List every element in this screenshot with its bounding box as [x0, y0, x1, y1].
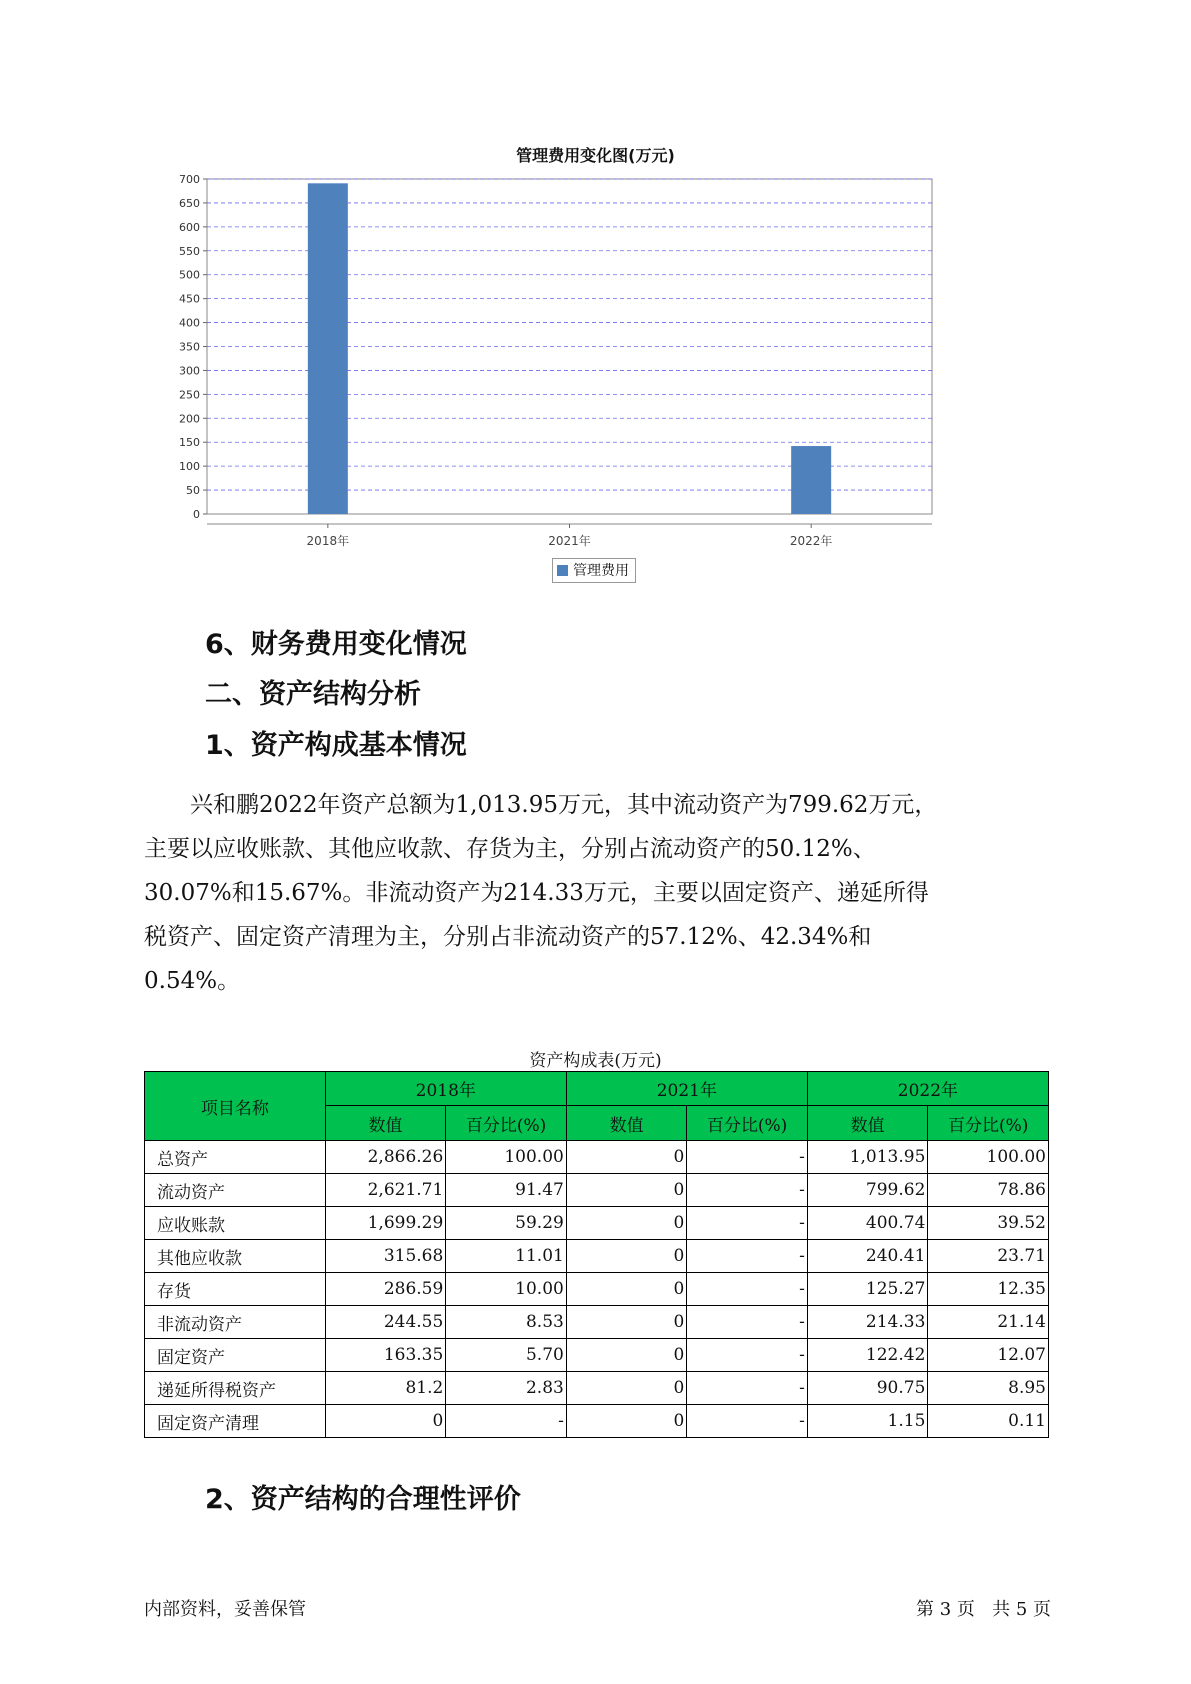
bar-2022年 — [791, 446, 831, 514]
row-label: 流动资产 — [145, 1174, 326, 1207]
table-cell: 125.27 — [807, 1273, 928, 1306]
header-year-2021: 2021年 — [566, 1072, 807, 1106]
table-cell: 214.33 — [807, 1306, 928, 1339]
table-cell: - — [687, 1174, 808, 1207]
table-cell: - — [446, 1405, 567, 1438]
table-row — [145, 1240, 1049, 1273]
header-value: 数值 — [807, 1106, 928, 1141]
table-cell: 78.86 — [928, 1174, 1049, 1207]
table-cell: 286.59 — [325, 1273, 446, 1306]
table-cell: 23.71 — [928, 1240, 1049, 1273]
table-cell: - — [687, 1141, 808, 1174]
table-title: 资产构成表(万元) — [529, 1051, 662, 1071]
row-label: 其他应收款 — [145, 1240, 326, 1273]
header-item-name: 项目名称 — [145, 1072, 326, 1141]
table-cell: 1.15 — [807, 1405, 928, 1438]
header-percent: 百分比(%) — [928, 1106, 1049, 1141]
table-cell: - — [687, 1339, 808, 1372]
x-tick-label: 2021年 — [548, 534, 591, 548]
table-body — [145, 1141, 1049, 1438]
row-label: 递延所得税资产 — [145, 1372, 326, 1405]
table-row — [145, 1207, 1049, 1240]
y-tick-label: 500 — [179, 268, 200, 282]
table-cell: 0 — [566, 1306, 687, 1339]
row-label: 应收账款 — [145, 1207, 326, 1240]
table-cell: 163.35 — [325, 1339, 446, 1372]
table-cell: 315.68 — [325, 1240, 446, 1273]
table-row — [145, 1405, 1049, 1438]
table-cell: 10.00 — [446, 1273, 567, 1306]
paragraph-line: 兴和鹏2022年资产总额为1,013.95万元，其中流动资产为799.62万元， — [190, 792, 938, 818]
table-row — [145, 1141, 1049, 1174]
y-tick-label: 300 — [179, 364, 200, 378]
table-row — [145, 1372, 1049, 1405]
table-cell: 799.62 — [807, 1174, 928, 1207]
row-label: 非流动资产 — [145, 1306, 326, 1339]
table-cell: 21.14 — [928, 1306, 1049, 1339]
y-tick-label: 550 — [179, 244, 200, 258]
table-cell: 244.55 — [325, 1306, 446, 1339]
header-percent: 百分比(%) — [446, 1106, 567, 1141]
section-heading-structure-evaluation: 2、资产结构的合理性评价 — [205, 1484, 521, 1515]
bar-chart — [160, 172, 960, 552]
table-cell: 12.07 — [928, 1339, 1049, 1372]
table-cell: 1,013.95 — [807, 1141, 928, 1174]
row-label: 固定资产 — [145, 1339, 326, 1372]
paragraph-line: 30.07%和15.67%。非流动资产为214.33万元，主要以固定资产、递延所得 — [144, 880, 929, 906]
table-cell: 122.42 — [807, 1339, 928, 1372]
header-year-2018: 2018年 — [325, 1072, 566, 1106]
asset-composition-table — [144, 1071, 1049, 1438]
table-row — [145, 1273, 1049, 1306]
table-cell: 0 — [566, 1207, 687, 1240]
section-heading-asset-structure: 二、资产结构分析 — [205, 679, 421, 710]
table-cell: - — [687, 1405, 808, 1438]
table-cell: - — [687, 1306, 808, 1339]
table-cell: 0 — [566, 1240, 687, 1273]
table-cell: 0 — [325, 1405, 446, 1438]
footer-confidential-note: 内部资料，妥善保管 — [144, 1599, 306, 1620]
paragraph-line: 税资产、固定资产清理为主，分别占非流动资产的57.12%、42.34%和 — [144, 924, 872, 950]
table-cell: 0 — [566, 1372, 687, 1405]
chart-legend — [552, 558, 636, 583]
footer-page-number: 第 3 页 共 5 页 — [916, 1599, 1051, 1620]
paragraph-line: 主要以应收账款、其他应收款、存货为主，分别占流动资产的50.12%、 — [144, 836, 876, 862]
y-tick-label: 250 — [179, 388, 200, 402]
header-value: 数值 — [325, 1106, 446, 1141]
y-tick-label: 50 — [186, 484, 200, 498]
legend-label: 管理费用 — [573, 563, 629, 579]
header-value: 数值 — [566, 1106, 687, 1141]
x-tick-label: 2022年 — [789, 534, 833, 548]
table-cell: 0.11 — [928, 1405, 1049, 1438]
row-label: 总资产 — [145, 1141, 326, 1174]
table-cell: 12.35 — [928, 1273, 1049, 1306]
y-tick-label: 0 — [193, 508, 200, 521]
table-row — [145, 1339, 1049, 1372]
y-tick-label: 600 — [179, 220, 200, 234]
bar-2018年 — [308, 183, 348, 514]
table-cell: 0 — [566, 1339, 687, 1372]
table-cell: - — [687, 1207, 808, 1240]
table-cell: 2,621.71 — [325, 1174, 446, 1207]
table-cell: 240.41 — [807, 1240, 928, 1273]
header-year-2022: 2022年 — [807, 1072, 1048, 1106]
asset-summary-paragraph — [144, 783, 1064, 1003]
table-cell: 0 — [566, 1174, 687, 1207]
y-tick-label: 200 — [179, 412, 200, 426]
table-cell: 0 — [566, 1405, 687, 1438]
y-tick-label: 150 — [179, 436, 200, 450]
table-cell: 5.70 — [446, 1339, 567, 1372]
y-tick-label: 650 — [179, 196, 200, 210]
table-cell: 100.00 — [446, 1141, 567, 1174]
row-label: 存货 — [145, 1273, 326, 1306]
y-tick-label: 700 — [179, 173, 200, 186]
table-cell: 1,699.29 — [325, 1207, 446, 1240]
table-cell: 2.83 — [446, 1372, 567, 1405]
y-tick-label: 100 — [179, 460, 200, 474]
table-cell: - — [687, 1372, 808, 1405]
row-label: 固定资产清理 — [145, 1405, 326, 1438]
section-heading-finance-cost: 6、财务费用变化情况 — [205, 629, 467, 660]
y-tick-label: 350 — [179, 340, 200, 354]
table-cell: 0 — [566, 1273, 687, 1306]
x-tick-label: 2018年 — [306, 534, 350, 548]
table-cell: 90.75 — [807, 1372, 928, 1405]
y-tick-label: 400 — [179, 316, 200, 330]
table-cell: 39.52 — [928, 1207, 1049, 1240]
paragraph-line: 0.54%。 — [144, 968, 241, 994]
table-row — [145, 1306, 1049, 1339]
y-tick-label: 450 — [179, 292, 200, 306]
chart-title: 管理费用变化图(万元) — [516, 146, 675, 165]
table-cell: 400.74 — [807, 1207, 928, 1240]
table-cell: 91.47 — [446, 1174, 567, 1207]
table-cell: 8.95 — [928, 1372, 1049, 1405]
table-cell: 11.01 — [446, 1240, 567, 1273]
header-percent: 百分比(%) — [687, 1106, 808, 1141]
table-cell: 59.29 — [446, 1207, 567, 1240]
table-cell: 2,866.26 — [325, 1141, 446, 1174]
legend-swatch — [557, 565, 568, 576]
table-row — [145, 1174, 1049, 1207]
section-heading-asset-composition: 1、资产构成基本情况 — [205, 730, 467, 761]
table-cell: 81.2 — [325, 1372, 446, 1405]
table-cell: - — [687, 1240, 808, 1273]
table-cell: 8.53 — [446, 1306, 567, 1339]
table-cell: - — [687, 1273, 808, 1306]
table-cell: 0 — [566, 1141, 687, 1174]
table-cell: 100.00 — [928, 1141, 1049, 1174]
